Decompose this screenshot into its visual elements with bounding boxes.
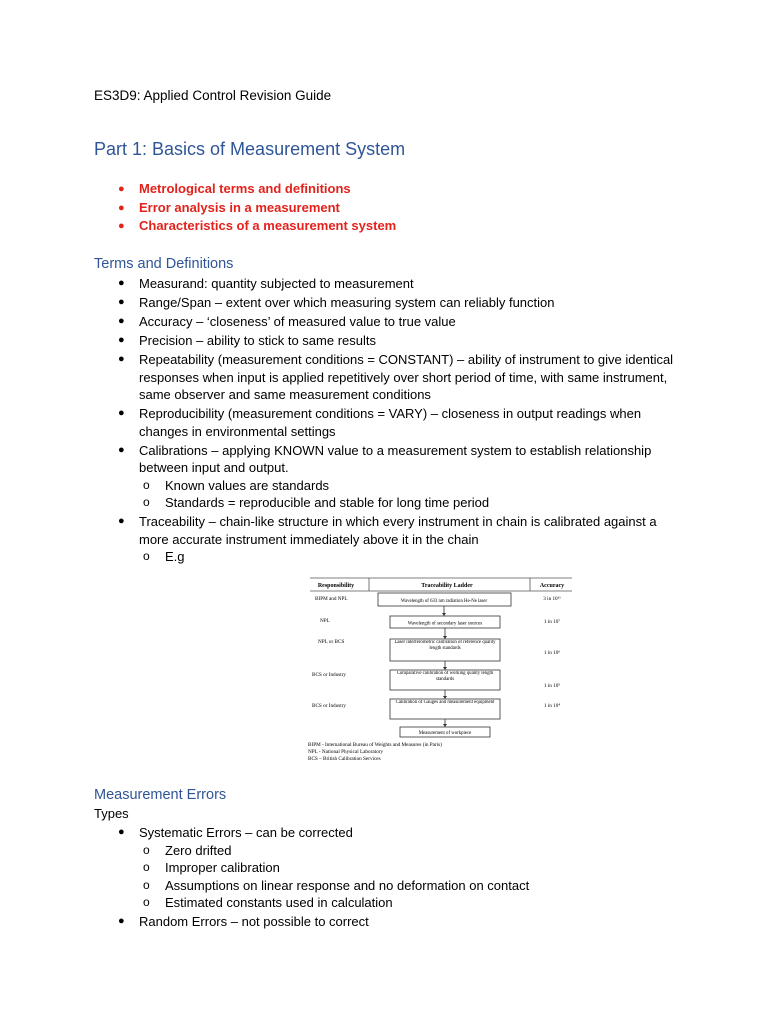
list-item: ● Repeatability (measurement conditions = CONSTANT) – ability of instrument to give identical responses when input is applied repetitively over short period of time, with same instrument, same observer and same measurement conditions bbox=[118, 352, 674, 402]
arrowhead-icon bbox=[442, 613, 446, 616]
traceability-ladder-figure bbox=[306, 575, 576, 770]
topic-list bbox=[118, 180, 396, 236]
sub-list-item: o Assumptions on linear response and no deformation on contact bbox=[143, 877, 530, 893]
sub-list-item: o E.g bbox=[143, 549, 185, 564]
list-item: ● Characteristics of a measurement system bbox=[118, 217, 396, 236]
ladder-step-text: Wavelength of 633 nm radiation He-Ne laser bbox=[400, 599, 488, 604]
header-accuracy: Accuracy bbox=[539, 583, 565, 589]
bullet-icon: ● bbox=[118, 443, 125, 456]
responsibility-label: BCS or Industry bbox=[312, 703, 347, 709]
bullet-icon: ● bbox=[118, 407, 125, 419]
part1-heading: Part 1: Basics of Measurement System bbox=[94, 139, 406, 159]
sub-list bbox=[139, 842, 679, 912]
sub-list-item: o Standards = reproducible and stable for long time period bbox=[143, 495, 490, 510]
legend-line: BCS – British Calibration Services bbox=[308, 756, 381, 762]
list-item: ● Measurand: quantity subjected to measurement bbox=[118, 276, 414, 291]
bullet-icon: ● bbox=[118, 296, 125, 308]
arrowhead-icon bbox=[443, 636, 447, 639]
list-item: ● Accuracy – ‘closeness’ of measured value to true value bbox=[118, 314, 456, 329]
responsibility-label: NPL bbox=[320, 618, 330, 624]
list-item: ● Error analysis in a measurement bbox=[118, 199, 396, 218]
ladder-step-text: Calibration of Gauges and measurement equipment bbox=[395, 700, 495, 705]
legend-line: NPL - National Physical Laboratory bbox=[308, 749, 384, 755]
sub-list bbox=[139, 548, 679, 566]
list-item: ● Systematic Errors – can be corrected o Zero drifted o Improper calibration o Assumptions on linear response and no deformation on contact o Estimated constants used in calculation bbox=[118, 824, 679, 912]
sub-list-item: o Estimated constants used in calculation bbox=[143, 895, 393, 910]
arrowhead-icon bbox=[443, 667, 447, 670]
circle-bullet-icon: o bbox=[143, 877, 150, 892]
ladder-final-step-text: Measurement of workpiece bbox=[418, 731, 472, 736]
sub-list-item: o Zero drifted bbox=[143, 842, 232, 858]
circle-bullet-icon: o bbox=[143, 842, 150, 857]
errors-heading: Measurement Errors bbox=[94, 787, 227, 803]
list-item: ● Precision – ability to stick to same results bbox=[118, 333, 376, 348]
bullet-icon: ● bbox=[118, 183, 125, 195]
bullet-icon: ● bbox=[118, 826, 125, 838]
arrowhead-icon bbox=[443, 696, 447, 699]
list-item: ● Random Errors – not possible to correct bbox=[118, 914, 369, 929]
responsibility-label: NPL or BCS bbox=[318, 639, 345, 645]
legend-line: BIPM - International Bureau of Weights and Measures (in Paris) bbox=[308, 742, 442, 748]
list-item: ● Calibrations – applying KNOWN value to a measurement system to establish relationship between input and output. o Known values are standards o Standards = reproducible and stable for long time period bbox=[118, 442, 679, 512]
bullet-icon: ● bbox=[118, 334, 125, 346]
sub-list-item: o Known values are standards bbox=[143, 477, 330, 493]
list-item: ● Metrological terms and definitions bbox=[118, 180, 396, 199]
circle-bullet-icon: o bbox=[143, 495, 150, 509]
sub-list bbox=[139, 477, 679, 512]
document-title: ES3D9: Applied Control Revision Guide bbox=[94, 88, 332, 103]
responsibility-label: BIPM and NPL bbox=[315, 596, 348, 602]
header-ladder: Traceability Ladder bbox=[421, 583, 473, 589]
circle-bullet-icon: o bbox=[143, 860, 150, 874]
accuracy-value: 1 in 10⁴ bbox=[543, 703, 561, 709]
errors-list bbox=[118, 824, 679, 931]
ladder-step-text: Comparative calibration of working quality length standards bbox=[396, 671, 494, 682]
list-item: ● Traceability – chain-like structure in which every instrument in chain is calibrated against a more accurate instrument immediately above it in the chain o E.g bbox=[118, 513, 679, 566]
sub-list-item: o Improper calibration bbox=[143, 860, 280, 875]
list-item: ● Range/Span – extent over which measuring system can reliably function bbox=[118, 295, 555, 310]
bullet-icon: ● bbox=[118, 201, 125, 214]
bullet-icon: ● bbox=[118, 515, 125, 527]
circle-bullet-icon: o bbox=[143, 549, 150, 563]
traceability-ladder-diagram bbox=[306, 575, 576, 770]
accuracy-value: 1 in 10⁷ bbox=[543, 619, 561, 625]
header-responsibility: Responsibility bbox=[317, 583, 355, 589]
bullet-icon: ● bbox=[118, 220, 125, 232]
list-item: ● Reproducibility (measurement conditions = VARY) – closeness in output readings when changes in environmental settings bbox=[118, 406, 642, 439]
ladder-step-text: Laser interferometric calibration of reference quality length standards bbox=[394, 640, 496, 651]
accuracy-value: 3 in 10¹¹ bbox=[543, 596, 561, 602]
responsibility-label: BCS or Industry bbox=[312, 672, 347, 678]
circle-bullet-icon: o bbox=[143, 895, 150, 909]
terms-heading: Terms and Definitions bbox=[94, 256, 234, 272]
circle-bullet-icon: o bbox=[143, 477, 150, 492]
bullet-icon: ● bbox=[118, 277, 125, 289]
arrowhead-icon bbox=[443, 724, 447, 727]
types-label: Types bbox=[94, 806, 129, 821]
bullet-icon: ● bbox=[118, 915, 125, 927]
accuracy-value: 1 in 10⁶ bbox=[543, 650, 561, 656]
bullet-icon: ● bbox=[118, 353, 125, 365]
bullet-icon: ● bbox=[118, 315, 125, 327]
accuracy-value: 1 in 10⁵ bbox=[543, 683, 561, 689]
ladder-step-text: Wavelength of secondary laser sources bbox=[407, 621, 483, 627]
terms-list bbox=[118, 275, 679, 566]
